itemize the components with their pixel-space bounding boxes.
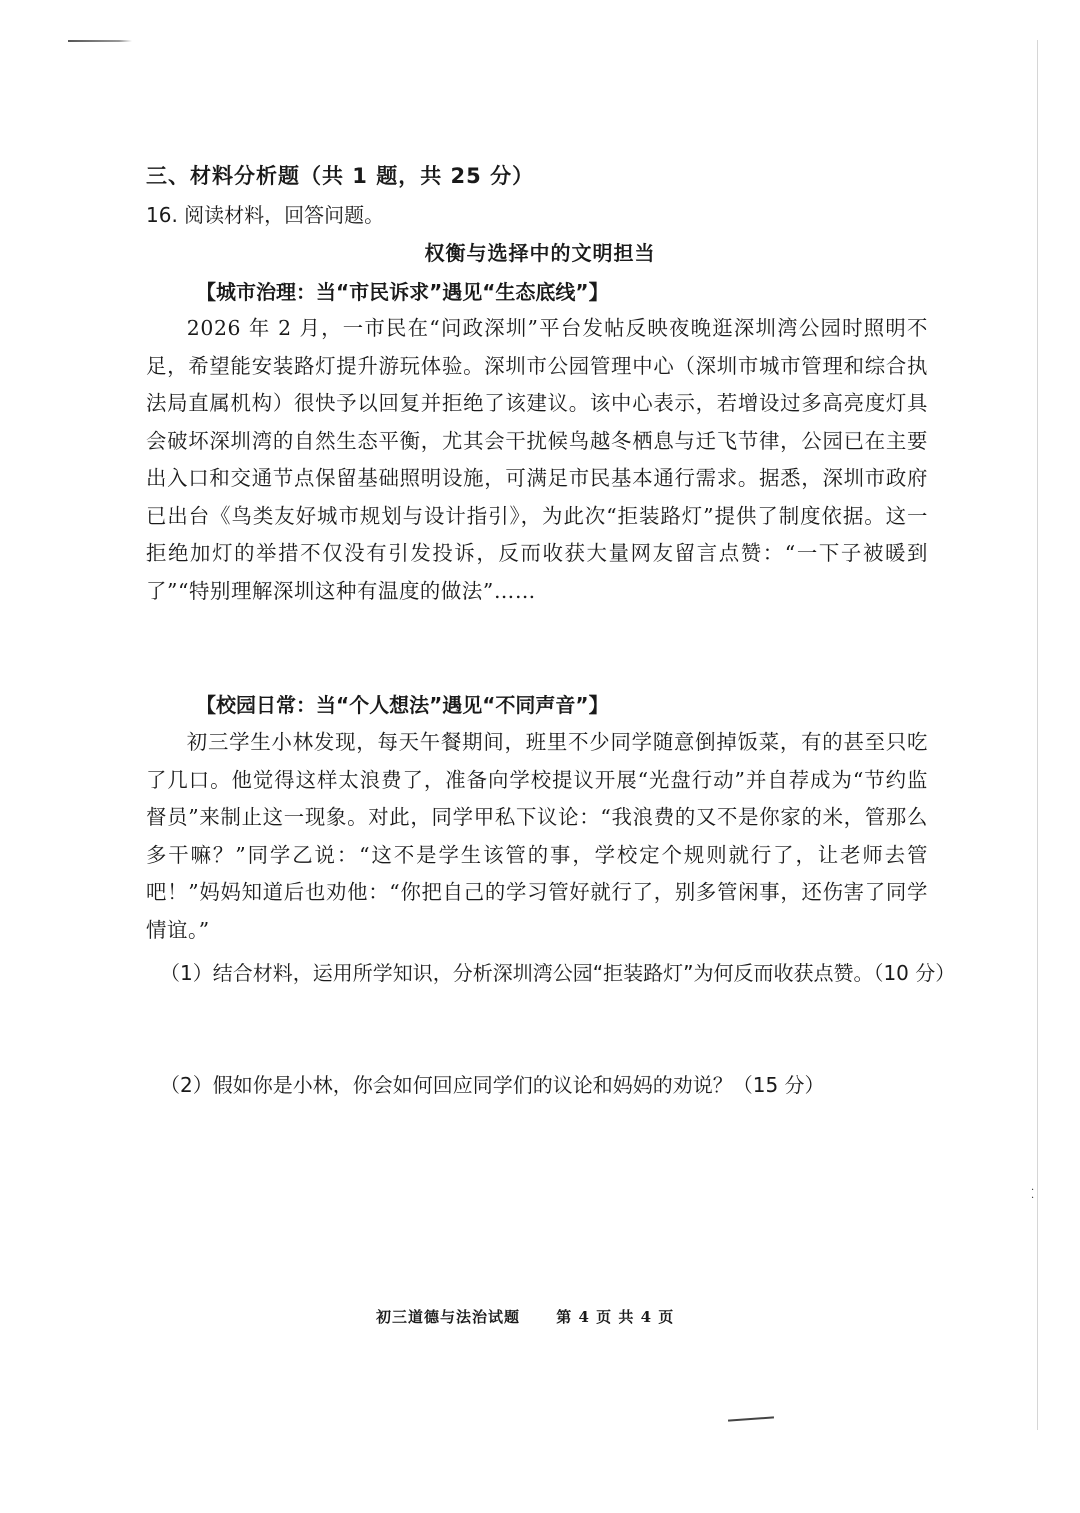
part2-paragraph: 初三学生小林发现，每天午餐期间，班里不少同学随意倒掉饭菜，有的甚至只吃了几口。他觉得这样太浪费了，准备向学校提议开展“光盘行动”并自荐成为“节约监督员”来制止这一现象。对此，同学甲私下议论：“我浪费的又不是你家的米，管那么多干嘛？”同学乙说：“这不是学生该管的事，学校定个规则就行了，让老师去管吧！”妈妈知道后也劝他：“你把自己的学习管好就行了，别多管闲事，还伤害了同学情谊。”: [146, 730, 928, 942]
part2-heading: 【校园日常：当“个人想法”遇见“不同声音”】: [196, 693, 609, 717]
page-footer: [376, 1306, 674, 1327]
material-title: 权衡与选择中的文明担当: [424, 241, 656, 265]
sub-question-1: （1）结合材料，运用所学知识，分析深圳湾公园“拒装路灯”为何反而收获点赞。（10 分）: [160, 961, 956, 985]
sub-question-2: （2）假如你是小林，你会如何回应同学们的议论和妈妈的劝说？（15 分）: [160, 1073, 825, 1097]
footer-page-number: 第 4 页 共 4 页: [556, 1308, 675, 1326]
section-heading: 三、材料分析题（共 1 题，共 25 分）: [146, 164, 535, 188]
scan-dots: · ·: [1031, 1185, 1035, 1204]
question-intro: 16. 阅读材料，回答问题。: [146, 203, 385, 227]
footer-subject: 初三道德与法治试题: [376, 1308, 521, 1326]
part1-heading: 【城市治理：当“市民诉求”遇见“生态底线”】: [196, 280, 609, 304]
part1-paragraph: 2026 年 2 月，一市民在“问政深圳”平台发帖反映夜晚逛深圳湾公园时照明不足，希望能安装路灯提升游玩体验。深圳市公园管理中心（深圳市城市管理和综合执法局直属机构）很快予以回复并拒绝了该建议。该中心表示，若增设过多高亮度灯具会破坏深圳湾的自然生态平衡，尤其会干扰候鸟越冬栖息与迁飞节律，公园已在主要出入口和交通节点保留基础照明设施，可满足市民基本通行需求。据悉，深圳市政府已出台《鸟类友好城市规划与设计指引》，为此次“拒装路灯”提供了制度依据。这一拒绝加灯的举措不仅没有引发投诉，反而收获大量网友留言点赞：“一下子被暖到了”“特别理解深圳这种有温度的做法”……: [146, 316, 928, 603]
scan-mark-top: [68, 40, 132, 42]
scan-mark-bottom: [728, 1416, 774, 1421]
